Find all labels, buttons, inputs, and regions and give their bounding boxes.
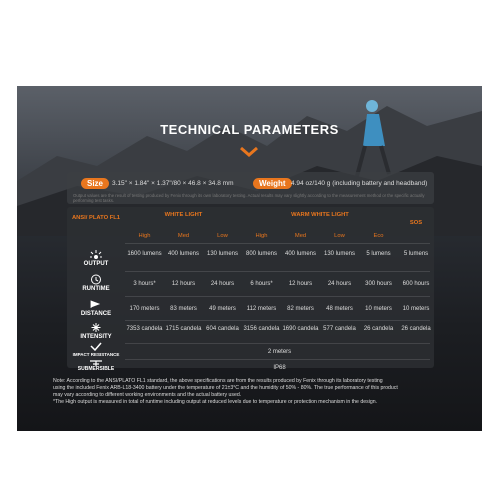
col-warm-eco: Eco — [373, 233, 384, 239]
cell-intensity-eco: 26 candela — [363, 326, 394, 332]
divider — [125, 296, 430, 297]
divider — [125, 320, 430, 321]
cell-intensity-warm-high: 3156 candela — [243, 326, 280, 332]
cell-submersible-value: IP68 — [273, 365, 286, 371]
standard-label: ANSI/ PLATO FL1 — [71, 215, 121, 221]
cell-intensity-low: 604 candela — [206, 326, 239, 332]
row-label-runtime: RUNTIME — [82, 286, 110, 292]
cell-output-low: 130 lumens — [206, 251, 239, 257]
cell-runtime-eco: 300 hours — [365, 281, 392, 287]
footnotes — [53, 378, 453, 406]
spec-panel — [17, 86, 482, 431]
row-label-output: OUTPUT — [83, 261, 109, 267]
col-med: Med — [177, 233, 190, 239]
col-warm-med: Med — [294, 233, 307, 239]
cell-output-warm-high: 800 lumens — [245, 251, 278, 257]
cell-distance-warm-high: 112 meters — [246, 306, 277, 312]
size-value: 3.15" × 1.84" × 1.37"/80 × 46.8 × 34.8 mm — [112, 180, 234, 187]
cell-distance-low: 49 meters — [209, 306, 236, 312]
cell-output-sos: 5 lumens — [403, 251, 429, 257]
cell-impact-value: 2 meters — [267, 349, 292, 355]
col-high: High — [138, 233, 151, 239]
cell-distance-high: 170 meters — [129, 306, 160, 312]
footnote-line: using the included Fenix ARB-L18-3400 battery under the temperature of 21±3°C and the humidity of 50% - 80%. The true performance of this product — [53, 385, 398, 391]
footnote-line: may vary according to different working environments and the actual battery used. — [53, 392, 242, 398]
col-low: Low — [217, 233, 228, 239]
cell-intensity-med: 1715 candela — [165, 326, 202, 332]
output-icon — [89, 249, 103, 260]
impact-icon — [89, 342, 103, 351]
cell-intensity-warm-low: 577 candela — [323, 326, 356, 332]
footnote-line: *The High output is measured in total of runtime including output at reduced levels due to temperature or protection mechanism in the design. — [53, 399, 378, 405]
cell-distance-med: 83 meters — [170, 306, 197, 312]
cell-runtime-warm-med: 12 hours — [288, 281, 313, 287]
weight-badge: Weight — [253, 178, 292, 189]
cell-output-warm-med: 400 lumens — [284, 251, 317, 257]
chevron-down-icon — [239, 146, 259, 158]
cell-runtime-med: 12 hours — [171, 281, 196, 287]
cell-distance-eco: 10 meters — [365, 306, 392, 312]
cell-runtime-low: 24 hours — [210, 281, 235, 287]
row-label-impact: IMPACT RESISTANCE — [72, 352, 120, 357]
cell-intensity-high: 7353 candela — [126, 326, 163, 332]
runtime-icon — [89, 274, 103, 285]
row-label-intensity: INTENSITY — [80, 334, 112, 340]
cell-distance-sos: 10 meters — [402, 306, 430, 312]
group-warm-white-light: WARM WHITE LIGHT — [291, 212, 349, 218]
divider — [125, 343, 430, 344]
spec-table — [67, 207, 434, 372]
group-white-light: WHITE LIGHT — [164, 212, 203, 218]
cell-distance-warm-low: 48 meters — [326, 306, 353, 312]
distance-icon — [89, 299, 103, 310]
cell-output-med: 400 lumens — [167, 251, 200, 257]
intensity-icon — [89, 322, 103, 333]
divider — [125, 359, 430, 360]
cell-runtime-sos: 600 hours — [402, 281, 430, 287]
cell-runtime-warm-high: 6 hours* — [250, 281, 273, 287]
divider — [125, 243, 430, 244]
row-label-submersible: SUBMERSIBLE — [77, 366, 115, 372]
divider — [125, 271, 430, 272]
info-bar — [67, 172, 434, 204]
group-sos: SOS — [409, 220, 423, 226]
cell-runtime-high: 3 hours* — [133, 281, 156, 287]
footnote-line: Note: According to the ANSI/PLATO FL1 standard, the above specifications are from the results produced by Fenix through its laboratory testing — [53, 378, 383, 384]
weight-value: 4.94 oz/140 g (including battery and headband) — [291, 180, 428, 187]
col-warm-low: Low — [334, 233, 345, 239]
cell-output-eco: 5 lumens — [366, 251, 391, 257]
cell-intensity-warm-med: 1690 candela — [282, 326, 319, 332]
cell-intensity-sos: 26 candela — [401, 326, 431, 332]
page-title: TECHNICAL PARAMETERS — [160, 122, 339, 137]
cell-distance-warm-med: 82 meters — [287, 306, 314, 312]
col-warm-high: High — [255, 233, 268, 239]
cell-output-warm-low: 130 lumens — [323, 251, 356, 257]
cell-output-high: 1600 lumens — [127, 251, 162, 257]
info-note: Output values are the result of testing produced by Fenix through its own laboratory testing. Actual results may vary slightly according to the measurement method or the specific actually performing test tasks. — [73, 193, 425, 203]
row-label-distance: DISTANCE — [80, 311, 112, 317]
cell-runtime-warm-low: 24 hours — [327, 281, 352, 287]
size-badge: Size — [81, 178, 109, 189]
